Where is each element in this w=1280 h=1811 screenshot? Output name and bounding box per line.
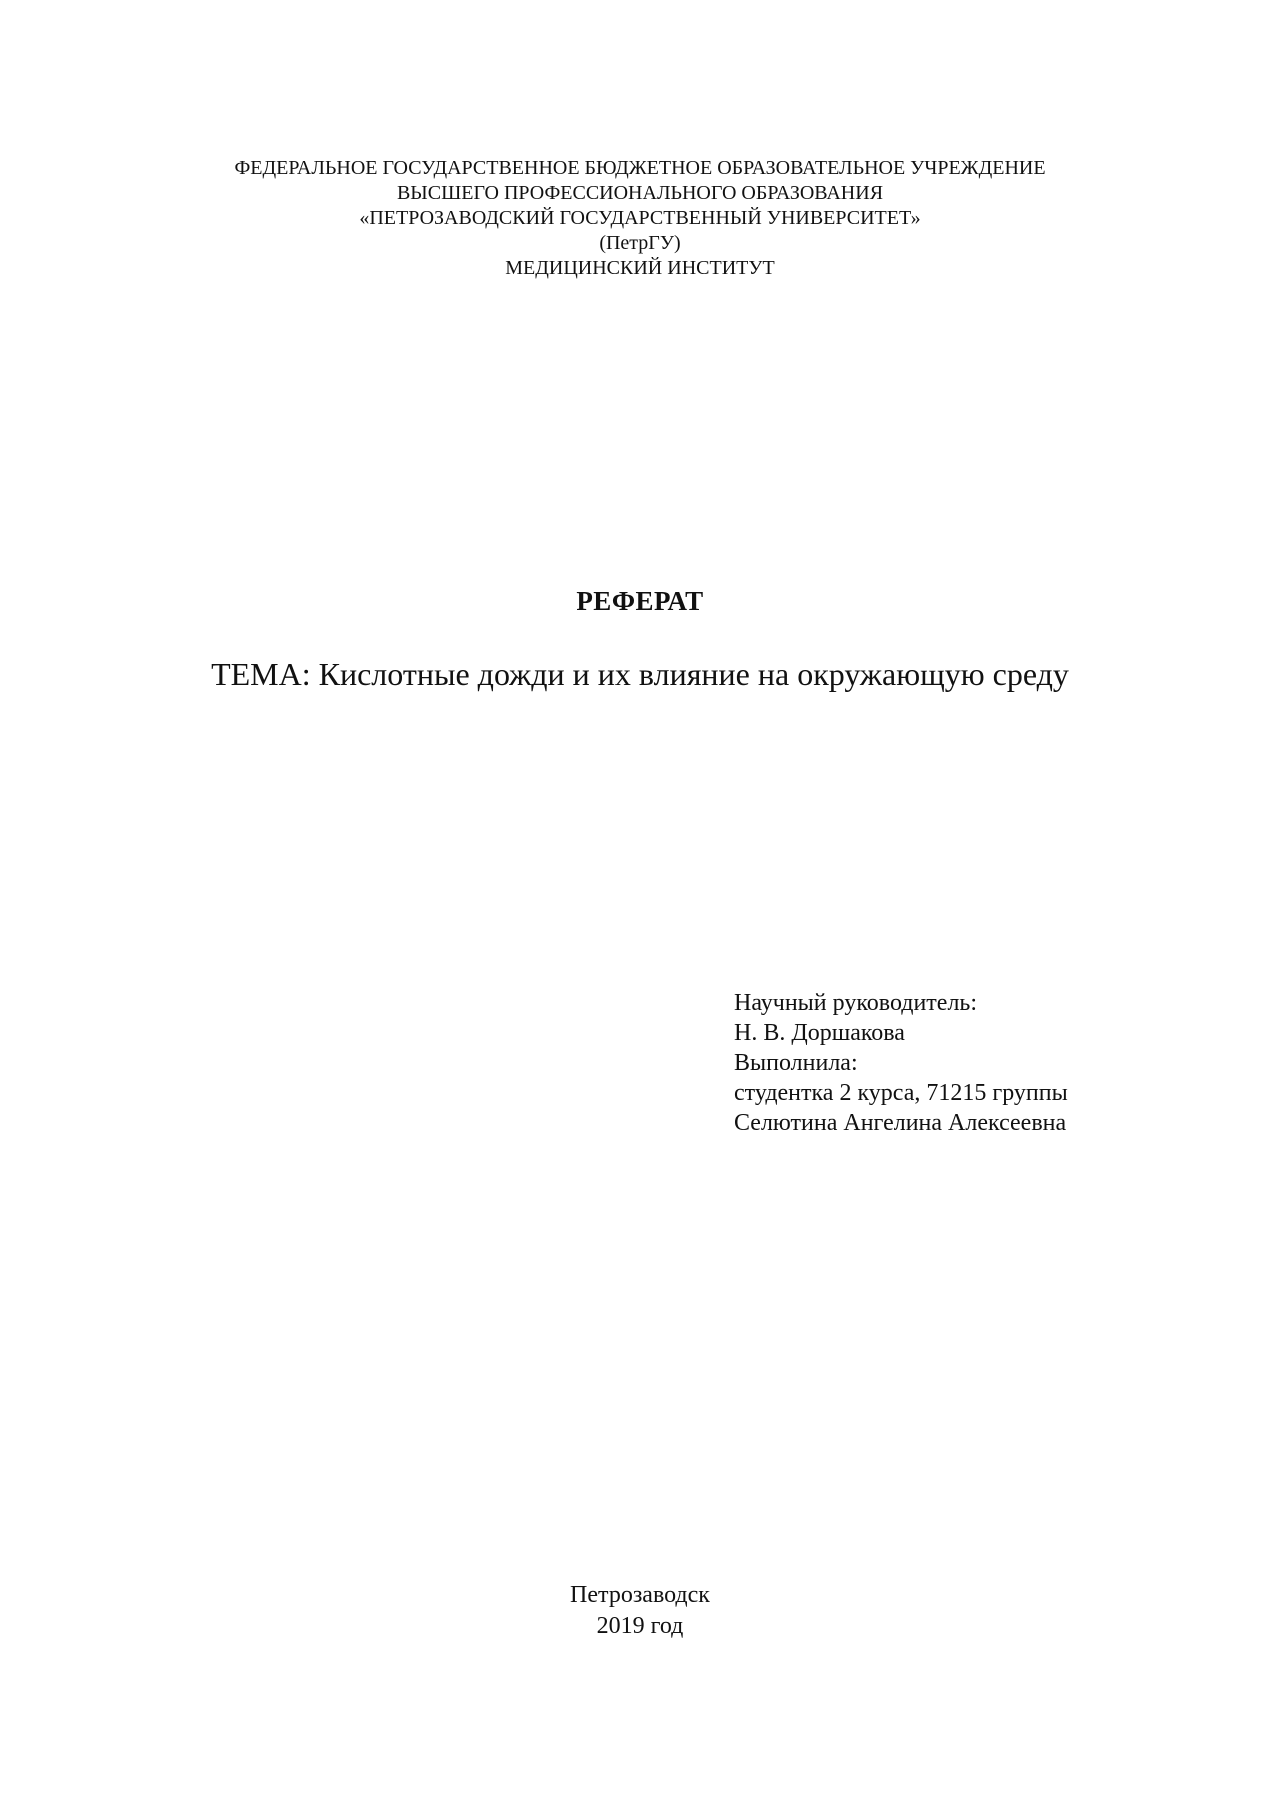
header-line-university: «ПЕТРОЗАВОДСКИЙ ГОСУДАРСТВЕННЫЙ УНИВЕРСИТЕТ» (359, 207, 921, 229)
city-name: Петрозаводск (570, 1582, 710, 1608)
institution-header (0, 156, 1280, 281)
header-line-institute: МЕДИЦИНСКИЙ ИНСТИТУТ (505, 257, 775, 279)
header-line-abbreviation: (ПетрГУ) (599, 232, 681, 254)
year-label: 2019 год (596, 1613, 684, 1639)
performer-label: Выполнила: (734, 1050, 858, 1076)
performer-name: Селютина Ангелина Алексеевна (734, 1110, 1067, 1136)
place-and-year (0, 1580, 1280, 1642)
performer-info: студентка 2 курса, 71215 группы (734, 1080, 1068, 1106)
document-topic: ТЕМА: Кислотные дожди и их влияние на окружающую среду (211, 656, 1069, 692)
supervisor-label: Научный руководитель: (734, 990, 978, 1016)
header-line-education-level: ВЫСШЕГО ПРОФЕССИОНАЛЬНОГО ОБРАЗОВАНИЯ (396, 182, 884, 204)
document-type-title: РЕФЕРАТ (576, 586, 704, 616)
supervisor-name: Н. В. Доршакова (734, 1020, 905, 1046)
header-line-federal: ФЕДЕРАЛЬНОЕ ГОСУДАРСТВЕННОЕ БЮДЖЕТНОЕ ОБРАЗОВАТЕЛЬНОЕ УЧРЕЖДЕНИЕ (234, 157, 1046, 179)
authors-block (734, 988, 1254, 1138)
